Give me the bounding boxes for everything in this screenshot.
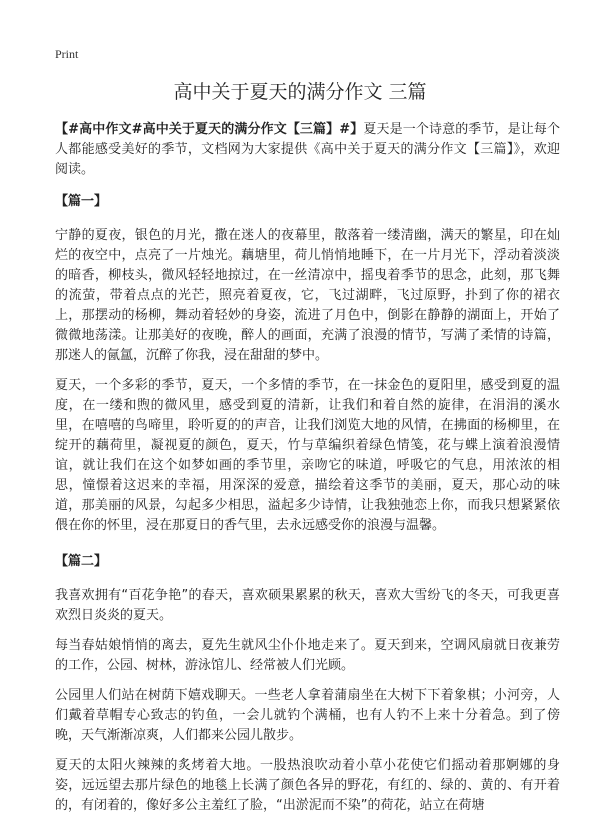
section-heading-2: 【篇二】 xyxy=(55,554,108,569)
print-link[interactable]: Print xyxy=(55,47,79,61)
paragraph: 我喜欢拥有“百花争艳”的春天，喜欢硕果累累的秋天，喜欢大雪纷飞的冬天，可我更喜欢烈日炎炎的夏天。 xyxy=(55,588,560,623)
article-body xyxy=(55,120,560,826)
intro-tag: 【#高中作文#高中关于夏天的满分作文【三篇】#】 xyxy=(55,122,364,137)
paragraph: 每当春姑娘悄悄的离去，夏先生就风尘仆仆地走来了。夏天到来，空调风扇就日夜兼劳的工作，公园、树林，游泳馆儿、经常被人们光顾。 xyxy=(55,638,560,673)
intro-paragraph xyxy=(55,120,560,180)
section-heading-1: 【篇一】 xyxy=(55,194,108,209)
page-title: 高中关于夏天的满分作文 三篇 xyxy=(173,81,427,103)
paragraph: 夏天，一个多彩的季节，夏天，一个多情的季节，在一抹金色的夏阳里，感受到夏的温度，在一缕和煦的微风里，感受到夏的清新，让我们和着自然的旋律，在涓涓的溪水里，在嘻嘻的鸟啼里，聆听夏的的声音，让我们浏览大地的风情，在拂面的杨柳里，在绽开的藕荷里，凝视夏的颜色，夏天，竹与草编织着绿色情笺，花与蝶上演着浪漫情谊，就让我们在这个如梦如画的季节里，亲吻它的味道，呼吸它的气息，用浓浓的相思，憧憬着这迟来的幸福，用深深的爱意，描绘着这季节的美丽，夏天，那心动的味道，那美丽的风景，勾起多少相思，溢起多少诗情，让我独弛恋上你，而我只想紧紧依偎在你的怀里，浸在那夏日的香气里，去永远感受你的浪漫与温馨。 xyxy=(55,378,560,533)
paragraph: 公园里人们站在树荫下嬉戏聊天。一些老人拿着蒲扇坐在大树下下着象棋；小河旁，人们戴着草帽专心致志的钓鱼，一会儿就钓个满桶，也有人钓不上来十分着急。到了傍晚，天气渐渐凉爽，人们都来公园儿散步。 xyxy=(55,688,560,743)
paragraph: 宁静的夏夜，银色的月光，撒在迷人的夜幕里，散落着一缕清幽，满天的繁星，印在灿烂的夜空中，点亮了一片烛光。藕塘里，荷儿悄悄地睡下，在一片月光下，浮动着淡淡的暗香，柳枝头，微风轻轻地掠过，在一丝清凉中，摇曳着季节的思念，此刻，那飞舞的流萤，带着点点的光芒，照亮着夏夜，它，飞过湖畔，飞过原野，扑到了你的裙衣上，那摆动的杨柳，舞动着轻妙的身姿，流进了月色中，倒影在静静的湖面上，开始了微微地荡漾。让那美好的夜晚，醉人的画面，充满了浪漫的情节，写满了柔情的诗篇，那迷人的氤氲，沉醉了你我，浸在甜甜的梦中。 xyxy=(55,228,560,363)
intro-text: 夏天是一个诗意的季节，是让每个人都能感受美好的季节，文档网为大家提供《高中关于夏天的满分作文【三篇】》，欢迎阅读。 xyxy=(55,122,560,177)
paragraph: 夏天的太阳火辣辣的炙烤着大地。一股热浪吹动着小草小花使它们摇动着那婀娜的身姿，远远望去那片绿色的地毯上长满了颜色各异的野花，有红的、绿的、黄的、有开着的，有闭着的，像好多公主羞红了脸，“出淤泥而不染”的荷花，站立在荷塘 xyxy=(55,758,560,813)
